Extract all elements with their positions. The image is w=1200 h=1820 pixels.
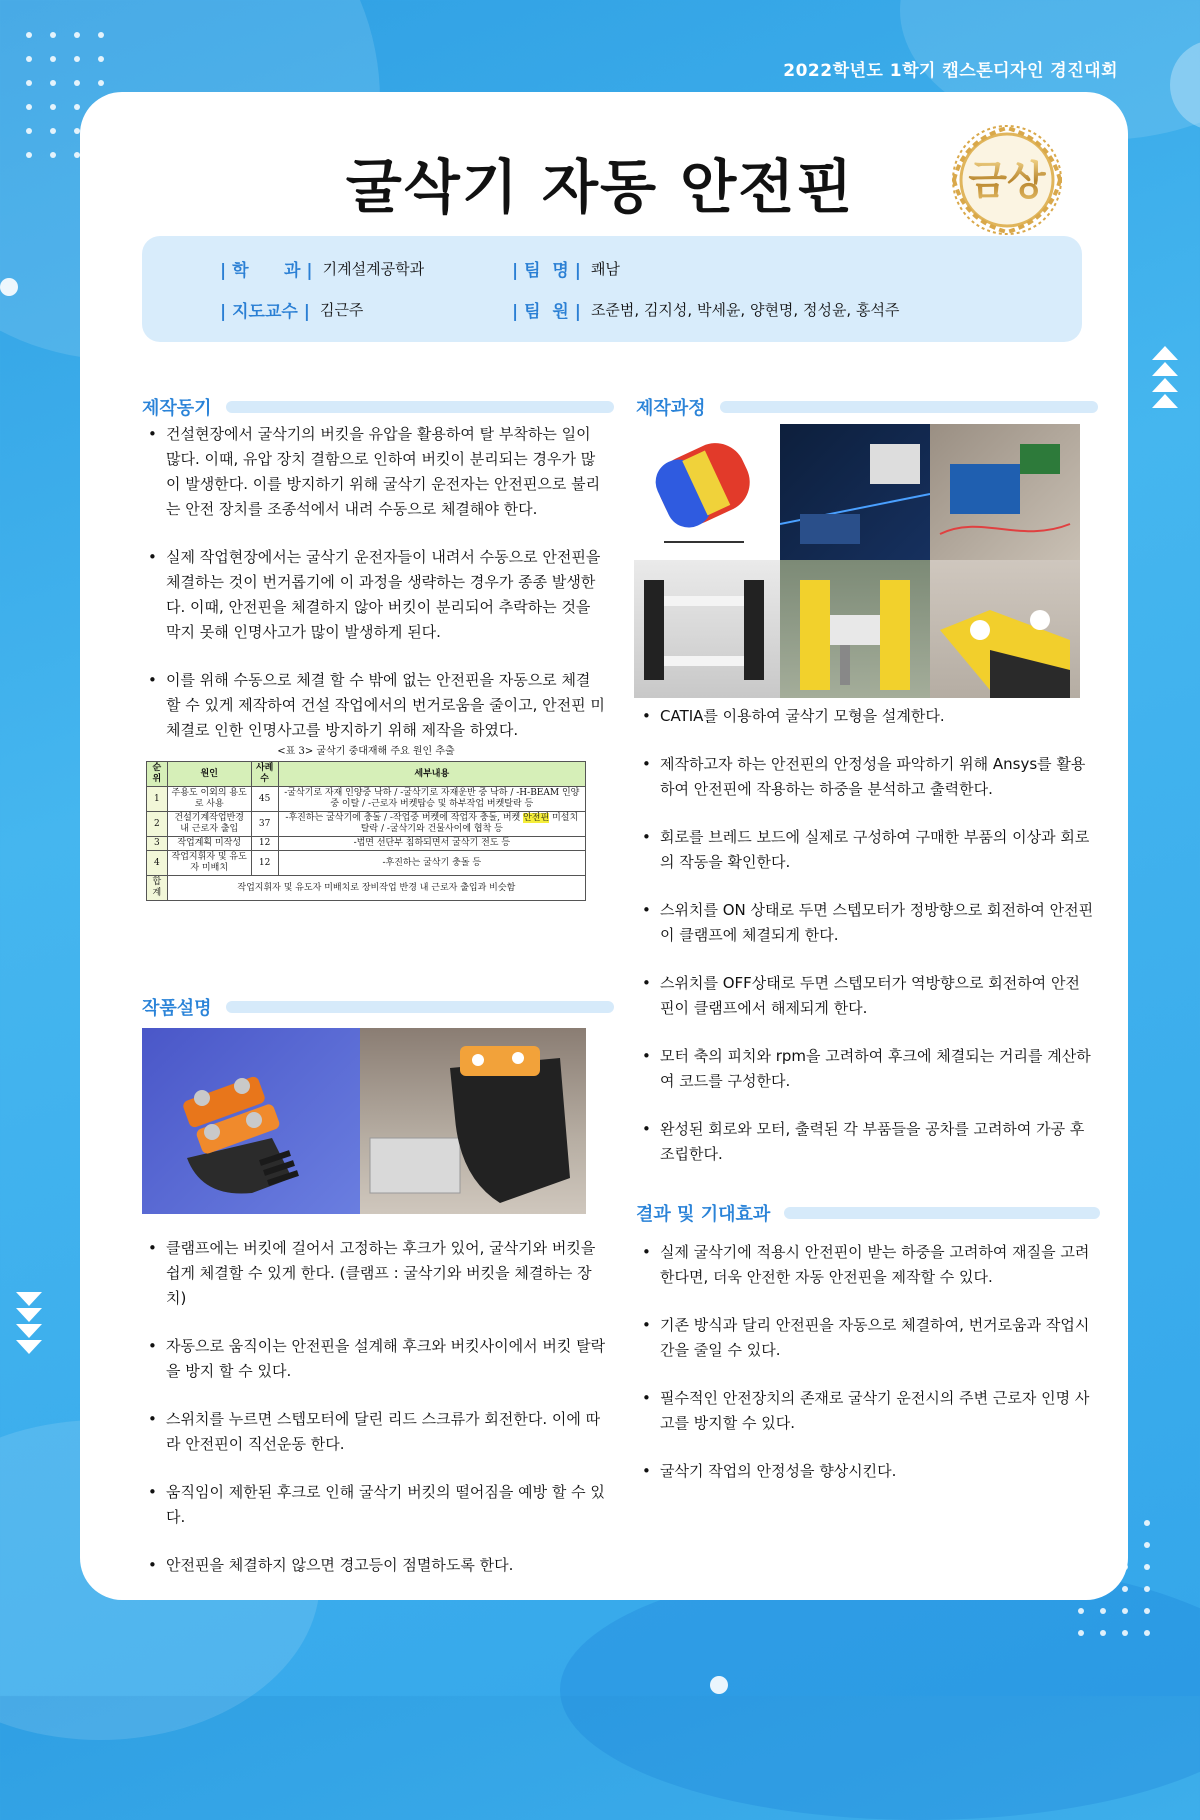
list-item: • 실제 굴삭기에 적용시 안전핀이 받는 하중을 고려하여 재질을 고려한다면, 더욱 안전한 자동 안전핀을 제작할 수 있다. — [640, 1240, 1094, 1290]
table-cell-text: -후진하는 굴삭기에 충돌 / -작업중 버켓에 작업자 충돌, 버켓 — [285, 813, 524, 823]
info-prof-label: | 지도교수 | — [220, 302, 310, 322]
clamp-part-photo — [634, 560, 780, 698]
list-item: • CATIA를 이용하여 굴삭기 모형을 설계한다. — [640, 704, 1094, 729]
info-dept-label: | 학 과 | — [220, 261, 313, 281]
info-dept-value: 기계설계공학과 — [322, 260, 425, 278]
section-heading-results — [636, 1200, 1100, 1226]
table-row — [147, 876, 586, 901]
table-cell: 주용도 이외의 용도로 사용 — [167, 787, 251, 812]
table-row — [147, 851, 586, 876]
ansys-analysis-image — [634, 424, 780, 560]
list-item: • 움직임이 제한된 후크로 인해 굴삭기 버킷의 떨어짐을 예방 할 수 있다. — [146, 1480, 606, 1530]
lead-screw-part-photo — [780, 560, 930, 698]
table-cell: -굴삭기로 자재 인양중 낙하 / -굴삭기로 자재운반 중 낙하 / -H-BEAM 인양 중 이탈 / -근로자 버켓탑승 및 하부작업 버켓탈락 등 — [278, 787, 585, 812]
table-cell: -후진하는 굴삭기 충돌 등 — [278, 851, 585, 876]
info-department — [220, 256, 424, 281]
info-professor — [220, 297, 363, 322]
results-heading-text: 결과 및 기대효과 — [636, 1204, 771, 1225]
circuit-test-photo-2 — [930, 424, 1080, 560]
motivation-heading-text: 제작동기 — [142, 398, 212, 419]
info-team — [512, 256, 620, 281]
prototype-photo — [360, 1028, 586, 1214]
chevron-up-icon — [1150, 346, 1180, 410]
list-item: • 실제 작업현장에서는 굴삭기 운전자들이 내려서 수동으로 안전핀을 체결하는 것이 번거롭기에 이 과정을 생략하는 경우가 종종 발생한다. 이때, 안전핀을 체결하지 않아 버킷이 분리되어 추락하는 것을 막지 못해 인명사고가 많이 발생하게 된다. — [146, 545, 606, 645]
table-cell: -법면 선단부 침하되면서 굴삭기 전도 등 — [278, 837, 585, 851]
table-row — [147, 787, 586, 812]
table-cell: 2 — [147, 812, 168, 837]
info-members-value: 조준범, 김지성, 박세윤, 양현명, 정성윤, 홍석주 — [590, 301, 900, 319]
info-members-label: | 팀 원 | — [512, 302, 581, 322]
table-cell: 45 — [251, 787, 278, 812]
table-cell-text: 미설치 탈락 / -굴삭기와 건물사이에 협착 등 — [360, 813, 579, 834]
table-cell: 작업지휘자 및 유도자 미배치 — [167, 851, 251, 876]
list-item: • 스위치를 ON 상태로 두면 스텝모터가 정방향으로 회전하여 안전핀이 클램프에 체결되게 한다. — [640, 898, 1094, 948]
table-cell: 3 — [147, 837, 168, 851]
circuit-test-photo-1 — [780, 424, 930, 560]
list-item: • 이를 위해 수동으로 체결 할 수 밖에 없는 안전핀을 자동으로 체결 할 수 있게 제작하여 건설 작업에서의 번거로움을 줄이고, 안전핀 미 체결로 인한 인명사고를 방지하기 위해 제작을 하였다. — [146, 668, 606, 743]
assembled-part-photo — [930, 560, 1080, 698]
gold-award-badge — [934, 120, 1080, 240]
table-cell: 1 — [147, 787, 168, 812]
section-heading-process — [636, 394, 1098, 420]
table-header: 세부내용 — [278, 762, 585, 787]
description-bullets — [146, 1236, 606, 1578]
table-cell: 37 — [251, 812, 278, 837]
list-item: • 제작하고자 하는 안전핀의 안정성을 파악하기 위해 Ansys를 활용하여 안전핀에 작용하는 하중을 분석하고 출력한다. — [640, 752, 1094, 802]
info-team-value: 쾌남 — [590, 260, 620, 278]
list-item: • 필수적인 안전장치의 존재로 굴삭기 운전시의 주변 근로자 인명 사고를 방지할 수 있다. — [640, 1386, 1094, 1436]
cad-model-image — [142, 1028, 360, 1214]
process-photo-collage — [634, 424, 1080, 698]
table-header: 원인 — [167, 762, 251, 787]
info-prof-value: 김근주 — [319, 301, 364, 319]
heading-bar — [720, 401, 1098, 413]
section-heading-motivation — [142, 394, 614, 420]
table-row — [147, 837, 586, 851]
list-item: • 완성된 회로와 모터, 출력된 각 부품들을 공차를 고려하여 가공 후 조립한다. — [640, 1117, 1094, 1167]
info-team-label: | 팀 명 | — [512, 261, 581, 281]
chevron-down-icon — [14, 1292, 44, 1356]
description-heading-text: 작품설명 — [142, 998, 212, 1019]
process-heading-text: 제작과정 — [636, 398, 706, 419]
list-item: • 안전핀을 체결하지 않으면 경고등이 점멸하도록 한다. — [146, 1553, 606, 1578]
table-header: 순위 — [147, 762, 168, 787]
list-item: • 건설현장에서 굴삭기의 버킷을 유압을 활용하여 탈 부착하는 일이 많다. 이때, 유압 장치 결함으로 인하여 버킷이 분리되는 경우가 많이 발생한다. 이를 방지하기 위해 굴삭기 운전자는 안전핀으로 불리는 안전 장치를 조종석에서 내려 수동으로 체결해야 한다. — [146, 422, 606, 522]
list-item: • 회로를 브레드 보드에 실제로 구성하여 구매한 부품의 이상과 회로의 작동을 확인한다. — [640, 825, 1094, 875]
contest-name: 2022학년도 1학기 캡스톤디자인 경진대회 — [783, 61, 1118, 81]
list-item: • 스위치를 누르면 스텝모터에 달린 리드 스크류가 회전한다. 이에 따라 안전핀이 직선운동 한다. — [146, 1407, 606, 1457]
process-bullets — [640, 704, 1094, 1167]
list-item: • 스위치를 OFF상태로 두면 스텝모터가 역방향으로 회전하여 안전핀이 클램프에서 해제되게 한다. — [640, 971, 1094, 1021]
list-item: • 자동으로 움직이는 안전핀을 설계해 후크와 버킷사이에서 버킷 탈락을 방지 할 수 있다. — [146, 1334, 606, 1384]
heading-bar — [784, 1207, 1100, 1219]
table-cell: 합계 — [147, 876, 168, 901]
list-item: • 기존 방식과 달리 안전핀을 자동으로 체결하여, 번거로움과 작업시간을 줄일 수 있다. — [640, 1313, 1094, 1363]
table-cell: 12 — [251, 837, 278, 851]
list-item: • 굴삭기 작업의 안정성을 향상시킨다. — [640, 1459, 1094, 1484]
table-cell — [278, 812, 585, 837]
bg-dot-left — [0, 278, 18, 296]
section-heading-description — [142, 994, 614, 1020]
table-cell: 12 — [251, 851, 278, 876]
heading-bar — [226, 401, 614, 413]
table-cell: 4 — [147, 851, 168, 876]
list-item: • 모터 축의 피치와 rpm을 고려하여 후크에 체결되는 거리를 계산하여 코드를 구성한다. — [640, 1044, 1094, 1094]
heading-bar — [226, 1001, 614, 1013]
team-info-box — [142, 236, 1082, 342]
award-label: 금상 — [968, 158, 1046, 204]
table-row — [147, 812, 586, 837]
poster-title: 굴삭기 자동 안전핀 — [345, 153, 855, 221]
cause-table-block — [146, 742, 586, 901]
bg-dot-bottom — [710, 1676, 728, 1694]
list-item: • 클램프에는 버킷에 걸어서 고정하는 후크가 있어, 굴삭기와 버킷을 쉽게 체결할 수 있게 한다. (클램프 : 굴삭기와 버킷을 체결하는 장치) — [146, 1236, 606, 1311]
highlighted-text: 안전핀 — [523, 813, 550, 823]
results-bullets — [640, 1240, 1094, 1484]
motivation-bullets — [146, 422, 606, 743]
table-cell: 건설기계작업반경내 근로자 출입 — [167, 812, 251, 837]
info-members — [512, 297, 899, 322]
table-cell: 작업지휘자 및 유도자 미배치로 장비작업 반경 내 근로자 출입과 비슷함 — [167, 876, 585, 901]
table-header: 사례수 — [251, 762, 278, 787]
table-caption: <표 3> 굴삭기 중대재해 주요 원인 추출 — [277, 746, 455, 757]
table-cell: 작업계획 미작성 — [167, 837, 251, 851]
cause-table — [146, 761, 586, 901]
